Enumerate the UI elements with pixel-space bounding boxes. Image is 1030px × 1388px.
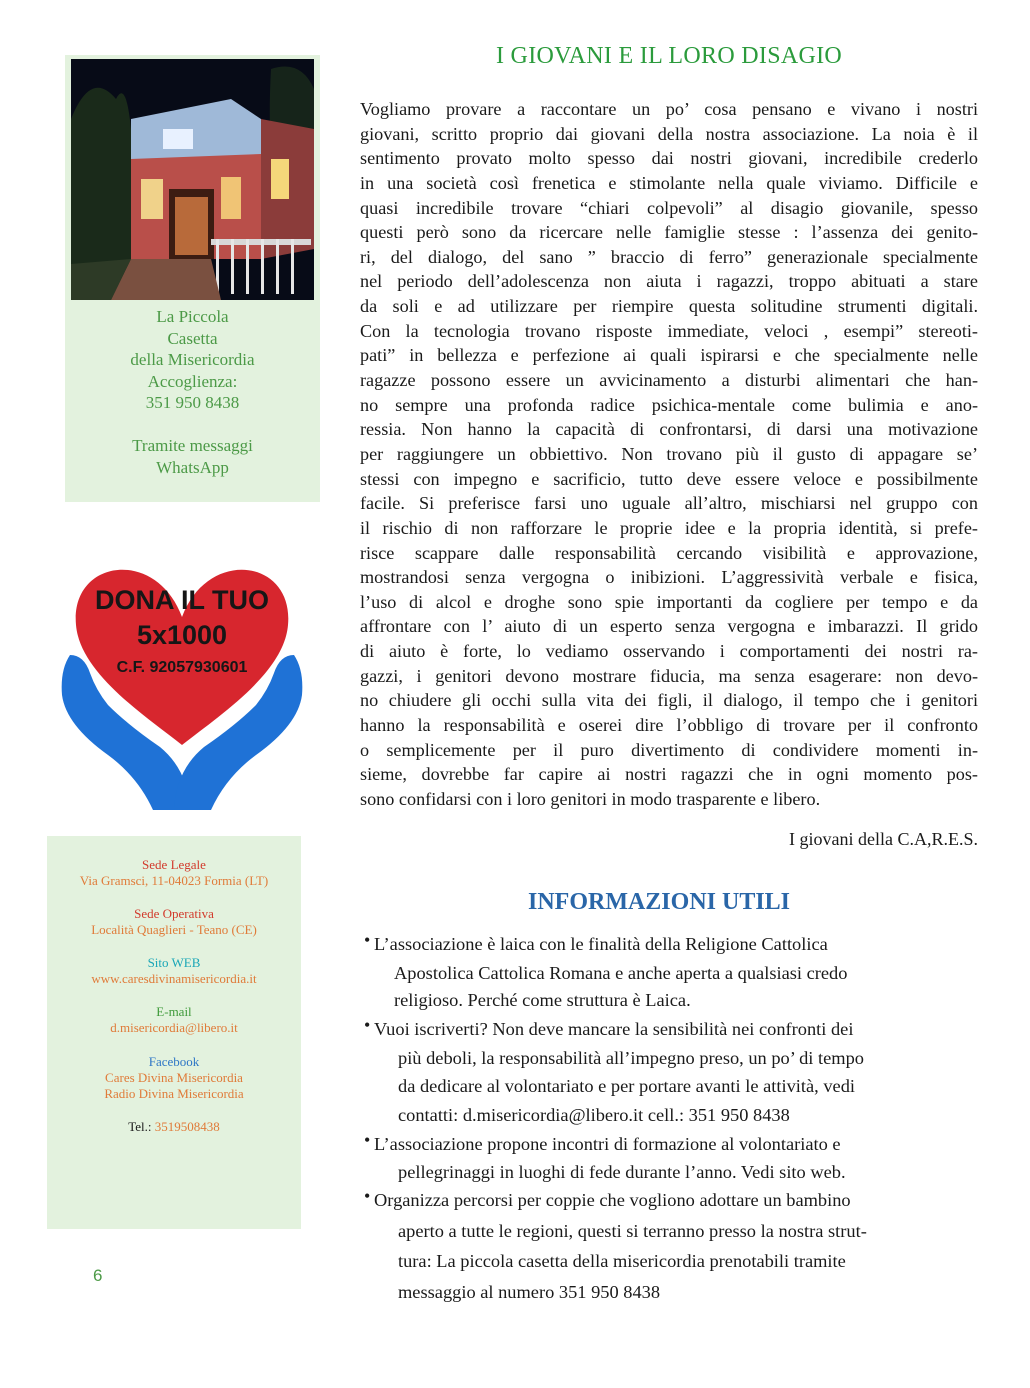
info-item-4-line: Organizza percorsi per coppie che vogliono adottare un bambino (374, 1190, 851, 1210)
article-line: hanno la responsabilità e oserei dire l’obbligo di trovare per il confronto (360, 715, 978, 736)
article-line: quasi incredibile trovare “chiari colpevoli” al disagio giovanile, spesso (360, 197, 978, 218)
house-photo (71, 59, 314, 300)
article-line: no sempre una profonda radice psichica-mentale come bulimia e ano- (360, 394, 978, 415)
article-signature: I giovani della C.A,R.E.S. (789, 829, 978, 849)
article-line: in una società così frenetica e stimolante nella quale viviamo. Difficile e (360, 172, 978, 193)
article-line: nel periodo dell’adolescenza non aiuta i ragazzi, troppo abituati a stare (360, 271, 978, 292)
article-line: risce scappare dalle responsabilità cercando visibilità e approvazione, (360, 542, 978, 563)
house-caption-line: WhatsApp (156, 457, 229, 477)
operative-office-address: Località Quaglieri - Teano (CE) (91, 922, 257, 937)
article-body (360, 97, 978, 812)
article-line: facile. Si preferisce farsi uno uguale all’altro, mischiarsi nel gruppo con (360, 493, 978, 514)
house-caption-line: La Piccola (156, 307, 229, 326)
facebook-label: Facebook (148, 1054, 200, 1069)
house-caption-line: Accoglienza: (147, 371, 238, 391)
article-line: ri, del dialogo, del sano ” braccio di ferro” generazionale specialmente (360, 246, 978, 267)
house-caption (65, 306, 320, 478)
article-line: di aiuto è forte, lo vediamo osservando i comportamenti dei nostri ra- (360, 641, 978, 662)
phone-number[interactable]: 3519508438 (154, 1119, 220, 1134)
article-line: no chiudere gli occhi sulla vita dei figli, il dialogo, il tempo che i genitori (360, 690, 978, 711)
info-item-3-line: L’associazione propone incontri di formazione al volontariato e (374, 1134, 841, 1154)
article-line: pati” in bellezza e perfezione ai quali ispirarsi e che specialmente nelle (360, 345, 978, 366)
donate-line1: DONA IL TUO (95, 585, 269, 615)
bullet-icon: • (364, 1130, 371, 1150)
article-line: giovani, scritto proprio dai giovani della nostra associazione. La noia è il (360, 123, 978, 144)
article-line: mostrandosi senza vergogna o inibizioni. L’aggressività verbale e fisica, (360, 567, 978, 588)
house-info-box (65, 55, 320, 502)
article-line: sieme, dovrebbe far capire ai nostri ragazzi che in ogni momento pos- (360, 764, 978, 785)
legal-office-address: Via Gramsci, 11-04023 Formia (LT) (79, 873, 269, 888)
bullet-icon: • (364, 930, 371, 950)
article-line: stessi con impegno e sacrificio, tutto deve essere veloce e possibilmente (360, 468, 978, 489)
info-item-4-line: messaggio al numero 351 950 8438 (398, 1282, 661, 1302)
article-line: ragazze possono essere un avvicinamento a disturbi alimentari che han- (360, 370, 978, 391)
info-item-1-line: Apostolica Cattolica Romana e anche aperta a qualsiasi credo (394, 963, 848, 983)
bullet-icon: • (364, 1186, 371, 1206)
article-line: affrontare con l’ aiuto di un esperto senza vergogna e imbarazzi. Il grido (360, 616, 978, 637)
house-caption-spacer (65, 414, 320, 436)
legal-office-label: Sede Legale (142, 857, 206, 872)
article-line: Con la tecnologia trovano risposte immediate, veloci , esempi” stereoti- (360, 320, 978, 341)
website-link[interactable]: www.caresdivinamisericordia.it (91, 971, 257, 986)
house-caption-line: Tramite messaggi (132, 436, 253, 455)
phone-label: Tel.: (128, 1119, 152, 1134)
info-item-2-contacts: contatti: d.misericordia@libero.it cell.: 351 950 8438 (398, 1105, 790, 1125)
info-item-2-line: Vuoi iscriverti? Non deve mancare la sensibilità nei confronti dei (374, 1019, 854, 1039)
info-item-4-line: aperto a tutte le regioni, questi si terranno presso la nostra strut- (398, 1221, 867, 1241)
info-item-1-line: L’associazione è laica con le finalità della Religione Cattolica (374, 934, 828, 954)
house-caption-line: Casetta (167, 328, 218, 348)
article-line: per raggiungere un obbiettivo. Non trovano più il gusto di appagare se’ (360, 443, 978, 464)
facebook-page-2[interactable]: Radio Divina Misericordia (104, 1086, 244, 1101)
info-item-3-line: pellegrinaggi in luoghi di fede durante l’anno. Vedi sito web. (398, 1162, 846, 1182)
page-number: 6 (93, 1266, 103, 1285)
contact-info-box (47, 836, 301, 1229)
article-line: da soli e ad utilizzare per riempire questa solitudine strumenti digitali. (360, 296, 978, 317)
article-line: gazzi, i genitori devono mostrare fiducia, ma senza esagerare: non devo- (360, 665, 978, 686)
facebook-page-1[interactable]: Cares Divina Misericordia (105, 1070, 243, 1085)
donate-line2: 5x1000 (136, 620, 228, 650)
phone-row (47, 1119, 301, 1135)
article-line: o semplicemente per il puro divertimento di condividere momenti in- (360, 739, 978, 760)
info-item-1-line: religioso. Perché come struttura è Laica. (394, 990, 691, 1010)
donate-5x1000-graphic (48, 555, 316, 815)
article-title: I GIOVANI E IL LORO DISAGIO (495, 43, 843, 69)
info-item-4-line: tura: La piccola casetta della misericordia prenotabili tramite (398, 1251, 846, 1271)
article-line: il rischio di non rafforzare le proprie idee e la propria identità, si prefe- (360, 517, 978, 538)
info-item-2-line: da dedicare al volontariato e per portare avanti le attività, vedi (398, 1076, 856, 1096)
article-line: l’uso di alcol e droghe sono spie importanti da cogliere per tempo e da (360, 591, 978, 612)
house-phone: 351 950 8438 (145, 393, 240, 412)
article-line: questi però sono da ricercare nelle famiglie stesse : l’assenza dei genito- (360, 222, 978, 243)
info-item-2-line: più deboli, la responsabilità all’impegno preso, un po’ di tempo (398, 1048, 864, 1068)
article-line: ressia. Non hanno la capacità di confrontarsi, di darsi una motivazione (360, 419, 978, 440)
article-line: sono confidarsi con i loro genitori in modo trasparente e libero. (360, 788, 821, 809)
donate-tax-code: C.F. 92057930601 (116, 659, 248, 676)
house-caption-line: della Misericordia (130, 350, 255, 369)
info-title: INFORMAZIONI UTILI (527, 889, 791, 915)
article-line: sentimento provato molto spesso dai nostri giovani, incredibile crederlo (360, 148, 978, 169)
email-link[interactable]: d.misericordia@libero.it (110, 1020, 238, 1035)
website-label: Sito WEB (147, 955, 201, 970)
email-label: E-mail (156, 1004, 192, 1019)
article-line: Vogliamo provare a raccontare un po’ cosa pensano e vivano i nostri (360, 99, 978, 119)
operative-office-label: Sede Operativa (134, 906, 214, 921)
bullet-icon: • (364, 1015, 371, 1035)
